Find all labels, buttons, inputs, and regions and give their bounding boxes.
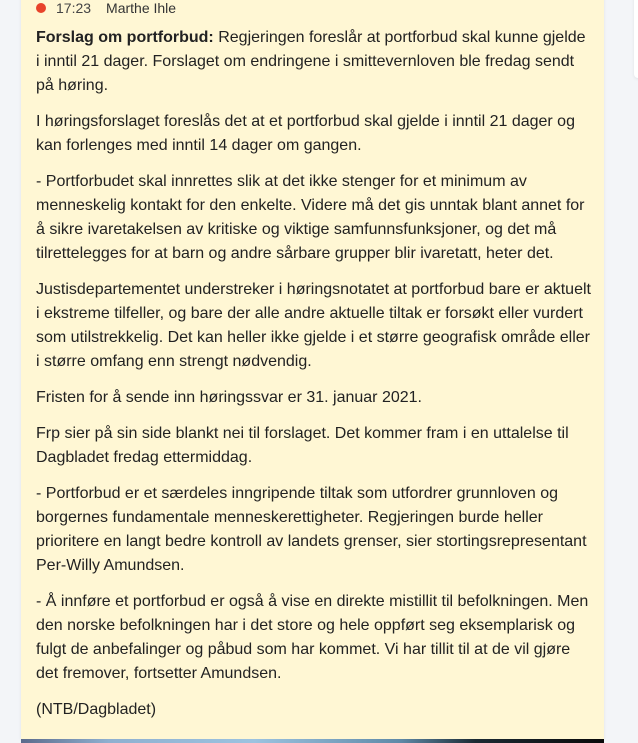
lead-title: Forslag om portforbud: (36, 29, 214, 46)
adjacent-card (634, 0, 638, 78)
next-post-image[interactable] (21, 739, 604, 743)
paragraph: - Portforbud er et særdeles inngripende tiltak som utfordrer grunnloven og borgernes fundamentale menneskerettigheter. Regjeringen burde heller prioritere en langt bedre kontroll av landets grenser, sier stortingsrepresentant Per-Willy Amundsen. (36, 485, 587, 574)
lead-text: Regjeringen foreslår at portforbud skal kunne gjelde i inntil 21 dager. Forslaget om endringene i smittevernloven ble fredag sendt på høring. (36, 29, 586, 94)
paragraph: I høringsforslaget foreslås det at et portforbud skal gjelde i inntil 21 dager og kan forlenges med inntil 14 dager om gangen. (36, 113, 575, 154)
lead-paragraph (36, 26, 592, 98)
paragraph: Frp sier på sin side blankt nei til forslaget. Det kommer fram i en uttalelse til Dagbladet fredag ettermiddag. (36, 425, 569, 466)
post-author: Marthe Ihle (106, 0, 177, 16)
post-body (36, 26, 592, 734)
paragraph: - Å innføre et portforbud er også å vise en direkte mistillit til befolkningen. Men den norske befolkningen har i det store og hele oppført seg eksemplarisk og fulgt de anbefalinger og påbud som har kommet. Vi har tillit til at de vil gjøre det fremover, fortsetter Amundsen. (36, 593, 589, 682)
post-meta (36, 0, 176, 16)
paragraph: Justisdepartementet understreker i høringsnotatet at portforbud bare er aktuelt i ekstreme tilfeller, og bare der alle andre aktuelle tiltak er forsøkt eller vurdert som utilstrekkelig. Det kan heller ikke gjelde i et større geografisk område eller i større omfang enn strengt nødvendig. (36, 281, 591, 370)
live-dot-icon (36, 3, 46, 13)
post-time: 17:23 (56, 0, 92, 16)
paragraph: - Portforbudet skal innrettes slik at det ikke stenger for et minimum av menneskelig kontakt for den enkelte. Videre må det gis unntak blant annet for å sikre ivaretakelsen av kritiske og viktige samfunnsfunksjoner, og det må tilrettelegges for at barn og andre sårbare grupper blir ivaretatt, heter det. (36, 173, 585, 262)
source-credit: (NTB/Dagbladet) (36, 701, 157, 718)
paragraph: Fristen for å sende inn høringssvar er 31. januar 2021. (36, 389, 422, 406)
